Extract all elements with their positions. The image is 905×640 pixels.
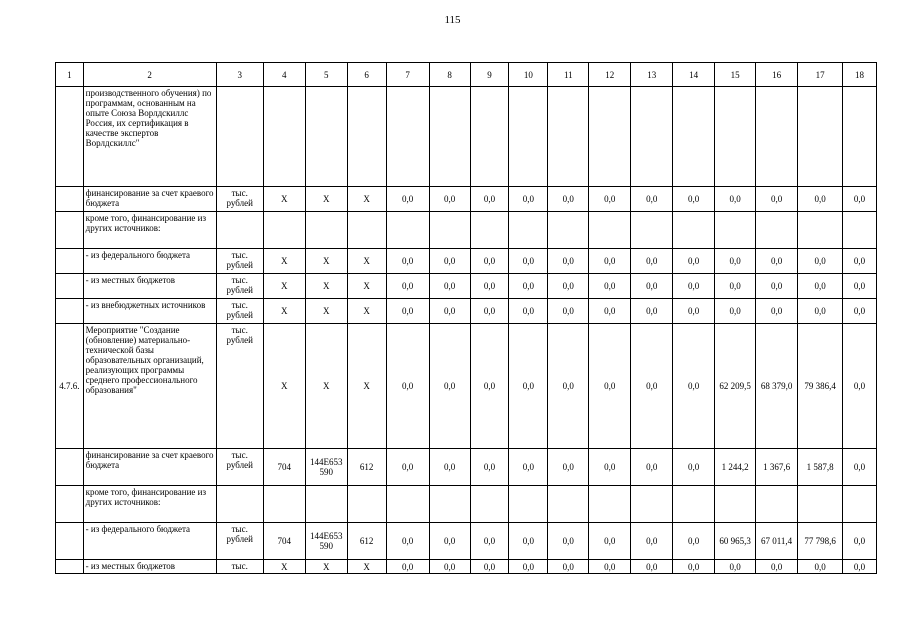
column-number: 11 <box>548 63 589 87</box>
value-cell: 67 011,4 <box>756 523 798 560</box>
value-cell <box>589 212 631 249</box>
value-cell: 0,0 <box>843 249 877 274</box>
table-row <box>56 486 877 523</box>
column-number: 2 <box>83 63 216 87</box>
value-cell: 0,0 <box>756 187 798 212</box>
value-cell <box>429 212 470 249</box>
value-cell: 60 965,3 <box>715 523 756 560</box>
value-cell: 0,0 <box>386 274 429 299</box>
value-cell <box>263 87 305 187</box>
column-number: 15 <box>715 63 756 87</box>
value-cell: 0,0 <box>509 299 548 324</box>
value-cell: 0,0 <box>756 299 798 324</box>
table-row <box>56 299 877 324</box>
value-cell: 0,0 <box>631 299 673 324</box>
value-cell: 704 <box>263 523 305 560</box>
budget-table <box>55 62 877 574</box>
value-cell: 0,0 <box>548 449 589 486</box>
value-cell: 0,0 <box>673 274 715 299</box>
value-cell: 0,0 <box>631 249 673 274</box>
table-row <box>56 187 877 212</box>
description-cell: финансирование за счет краевого бюджета <box>83 187 216 212</box>
description-cell: кроме того, финансирование из других источников: <box>83 486 216 523</box>
value-cell: Х <box>263 299 305 324</box>
description-cell: кроме того, финансирование из других источников: <box>83 212 216 249</box>
item-number-cell <box>56 486 84 523</box>
table-row <box>56 87 877 187</box>
value-cell: Х <box>263 274 305 299</box>
value-cell: 0,0 <box>673 299 715 324</box>
column-number: 16 <box>756 63 798 87</box>
value-cell: Х <box>305 324 347 449</box>
value-cell <box>305 212 347 249</box>
column-number: 14 <box>673 63 715 87</box>
value-cell: 0,0 <box>715 249 756 274</box>
value-cell: 0,0 <box>673 187 715 212</box>
table-row <box>56 523 877 560</box>
description-cell: Мероприятие "Создание (обновление) материально-технической базы образовательных организаций, реализующих программы среднего профессионального образования" <box>83 324 216 449</box>
value-cell: 68 379,0 <box>756 324 798 449</box>
description-cell: финансирование за счет краевого бюджета <box>83 449 216 486</box>
value-cell: 0,0 <box>798 249 843 274</box>
value-cell <box>509 212 548 249</box>
value-cell: 0,0 <box>589 187 631 212</box>
value-cell: 62 209,5 <box>715 324 756 449</box>
value-cell <box>347 87 386 187</box>
value-cell: 0,0 <box>429 449 470 486</box>
value-cell <box>715 87 756 187</box>
value-cell: 0,0 <box>589 324 631 449</box>
value-cell <box>631 87 673 187</box>
value-cell: 0,0 <box>673 449 715 486</box>
value-cell: 0,0 <box>509 324 548 449</box>
value-cell: 0,0 <box>429 523 470 560</box>
value-cell <box>347 212 386 249</box>
value-cell: 0,0 <box>715 274 756 299</box>
value-cell <box>756 212 798 249</box>
item-number-cell <box>56 523 84 560</box>
value-cell: 0,0 <box>631 187 673 212</box>
unit-cell: тыс. рублей <box>216 324 263 449</box>
column-number: 17 <box>798 63 843 87</box>
unit-cell: тыс. рублей <box>216 449 263 486</box>
value-cell: 0,0 <box>631 274 673 299</box>
value-cell <box>509 87 548 187</box>
value-cell: 0,0 <box>386 299 429 324</box>
value-cell: 0,0 <box>589 274 631 299</box>
value-cell: 0,0 <box>756 249 798 274</box>
column-number: 4 <box>263 63 305 87</box>
item-number-cell <box>56 87 84 187</box>
value-cell <box>470 212 509 249</box>
value-cell <box>548 87 589 187</box>
value-cell <box>263 486 305 523</box>
column-number: 18 <box>843 63 877 87</box>
value-cell: 0,0 <box>429 299 470 324</box>
value-cell: 0,0 <box>798 299 843 324</box>
value-cell: 144E653590 <box>305 523 347 560</box>
table-row <box>56 274 877 299</box>
value-cell: 0,0 <box>589 523 631 560</box>
value-cell <box>470 486 509 523</box>
value-cell: 0,0 <box>470 299 509 324</box>
value-cell <box>843 87 877 187</box>
value-cell: Х <box>347 187 386 212</box>
value-cell: Х <box>305 299 347 324</box>
description-cell: - из внебюджетных источников <box>83 299 216 324</box>
value-cell: 0,0 <box>509 274 548 299</box>
table-row <box>56 560 877 574</box>
value-cell: 0,0 <box>715 560 756 574</box>
value-cell: Х <box>305 187 347 212</box>
value-cell <box>756 486 798 523</box>
description-cell: - из местных бюджетов <box>83 560 216 574</box>
value-cell <box>548 212 589 249</box>
unit-cell <box>216 486 263 523</box>
value-cell <box>429 87 470 187</box>
value-cell: 612 <box>347 449 386 486</box>
value-cell: Х <box>263 187 305 212</box>
value-cell: Х <box>263 560 305 574</box>
value-cell: 0,0 <box>673 324 715 449</box>
value-cell: 0,0 <box>509 249 548 274</box>
value-cell <box>470 87 509 187</box>
value-cell: 1 367,6 <box>756 449 798 486</box>
value-cell: 144E653590 <box>305 449 347 486</box>
unit-cell: тыс. рублей <box>216 523 263 560</box>
value-cell: 0,0 <box>843 523 877 560</box>
value-cell: 0,0 <box>470 249 509 274</box>
value-cell <box>386 87 429 187</box>
column-number: 3 <box>216 63 263 87</box>
unit-cell: тыс. <box>216 560 263 574</box>
value-cell <box>509 486 548 523</box>
value-cell: 0,0 <box>386 523 429 560</box>
value-cell: 0,0 <box>798 560 843 574</box>
value-cell: 0,0 <box>631 324 673 449</box>
description-cell: - из федерального бюджета <box>83 249 216 274</box>
value-cell: 0,0 <box>470 523 509 560</box>
value-cell <box>673 87 715 187</box>
value-cell: 612 <box>347 523 386 560</box>
value-cell: 0,0 <box>673 523 715 560</box>
column-number: 1 <box>56 63 84 87</box>
value-cell <box>631 486 673 523</box>
value-cell: 0,0 <box>470 274 509 299</box>
value-cell: 704 <box>263 449 305 486</box>
column-number: 6 <box>347 63 386 87</box>
description-cell: - из местных бюджетов <box>83 274 216 299</box>
page-number: 115 <box>444 14 461 26</box>
item-number-cell <box>56 449 84 486</box>
unit-cell: тыс. рублей <box>216 274 263 299</box>
item-number-cell <box>56 274 84 299</box>
column-number: 10 <box>509 63 548 87</box>
value-cell <box>673 212 715 249</box>
value-cell: 0,0 <box>548 249 589 274</box>
value-cell <box>715 212 756 249</box>
value-cell <box>843 486 877 523</box>
value-cell: Х <box>305 249 347 274</box>
value-cell: 0,0 <box>429 274 470 299</box>
value-cell: 0,0 <box>843 187 877 212</box>
value-cell: 0,0 <box>548 299 589 324</box>
value-cell: 0,0 <box>631 449 673 486</box>
value-cell <box>305 87 347 187</box>
value-cell: 0,0 <box>589 560 631 574</box>
value-cell: 1 244,2 <box>715 449 756 486</box>
value-cell: 0,0 <box>843 560 877 574</box>
value-cell <box>305 486 347 523</box>
value-cell <box>798 87 843 187</box>
value-cell: Х <box>347 249 386 274</box>
value-cell: 0,0 <box>429 324 470 449</box>
table-row <box>56 249 877 274</box>
table-row <box>56 324 877 449</box>
value-cell: 0,0 <box>631 523 673 560</box>
value-cell: Х <box>347 274 386 299</box>
value-cell: 0,0 <box>589 299 631 324</box>
value-cell: 0,0 <box>470 560 509 574</box>
column-number: 12 <box>589 63 631 87</box>
value-cell: 0,0 <box>386 324 429 449</box>
column-number: 9 <box>470 63 509 87</box>
value-cell <box>429 486 470 523</box>
value-cell: 0,0 <box>548 523 589 560</box>
value-cell: 0,0 <box>509 523 548 560</box>
description-cell: производственного обучения) по программам, основанным на опыте Союза Ворлдскиллс Россия, их сертификация в качестве экспертов Ворлдскиллс" <box>83 87 216 187</box>
value-cell: 0,0 <box>548 560 589 574</box>
value-cell: Х <box>263 324 305 449</box>
value-cell: 0,0 <box>509 449 548 486</box>
value-cell: 0,0 <box>715 187 756 212</box>
value-cell: 0,0 <box>386 187 429 212</box>
unit-cell <box>216 87 263 187</box>
value-cell: 0,0 <box>509 187 548 212</box>
value-cell: 0,0 <box>470 324 509 449</box>
unit-cell: тыс. рублей <box>216 299 263 324</box>
value-cell <box>386 486 429 523</box>
value-cell <box>589 87 631 187</box>
value-cell: 0,0 <box>429 187 470 212</box>
value-cell: 0,0 <box>548 274 589 299</box>
column-number-row <box>56 63 877 87</box>
value-cell: 1 587,8 <box>798 449 843 486</box>
value-cell: Х <box>347 299 386 324</box>
value-cell: 0,0 <box>386 249 429 274</box>
unit-cell <box>216 212 263 249</box>
value-cell: 0,0 <box>673 560 715 574</box>
value-cell: Х <box>305 560 347 574</box>
value-cell: 0,0 <box>673 249 715 274</box>
value-cell: 0,0 <box>798 274 843 299</box>
value-cell: 0,0 <box>386 560 429 574</box>
value-cell: Х <box>347 324 386 449</box>
column-number: 7 <box>386 63 429 87</box>
value-cell: 77 798,6 <box>798 523 843 560</box>
item-number-cell <box>56 560 84 574</box>
item-number-cell <box>56 212 84 249</box>
value-cell: 0,0 <box>429 249 470 274</box>
value-cell: 0,0 <box>843 324 877 449</box>
value-cell: 0,0 <box>548 324 589 449</box>
table-row <box>56 449 877 486</box>
value-cell: 0,0 <box>843 449 877 486</box>
value-cell: 0,0 <box>470 187 509 212</box>
value-cell: 0,0 <box>589 249 631 274</box>
unit-cell: тыс. рублей <box>216 187 263 212</box>
value-cell: 0,0 <box>756 560 798 574</box>
value-cell: Х <box>263 249 305 274</box>
value-cell <box>347 486 386 523</box>
value-cell: Х <box>347 560 386 574</box>
value-cell <box>798 486 843 523</box>
value-cell <box>843 212 877 249</box>
value-cell: 0,0 <box>429 560 470 574</box>
value-cell <box>589 486 631 523</box>
value-cell: 0,0 <box>715 299 756 324</box>
value-cell <box>673 486 715 523</box>
value-cell: 79 386,4 <box>798 324 843 449</box>
value-cell: 0,0 <box>386 449 429 486</box>
value-cell: 0,0 <box>843 274 877 299</box>
value-cell: 0,0 <box>470 449 509 486</box>
value-cell <box>263 212 305 249</box>
value-cell: 0,0 <box>509 560 548 574</box>
column-number: 8 <box>429 63 470 87</box>
description-cell: - из федерального бюджета <box>83 523 216 560</box>
column-number: 13 <box>631 63 673 87</box>
value-cell <box>631 212 673 249</box>
item-number-cell <box>56 187 84 212</box>
value-cell <box>798 212 843 249</box>
table-row <box>56 212 877 249</box>
column-number: 5 <box>305 63 347 87</box>
value-cell: 0,0 <box>798 187 843 212</box>
item-number-cell <box>56 299 84 324</box>
value-cell <box>756 87 798 187</box>
value-cell: 0,0 <box>631 560 673 574</box>
value-cell: 0,0 <box>548 187 589 212</box>
value-cell <box>548 486 589 523</box>
value-cell: Х <box>305 274 347 299</box>
value-cell <box>386 212 429 249</box>
item-number-cell <box>56 249 84 274</box>
item-number-cell: 4.7.6. <box>56 324 84 449</box>
value-cell: 0,0 <box>589 449 631 486</box>
value-cell: 0,0 <box>756 274 798 299</box>
unit-cell: тыс. рублей <box>216 249 263 274</box>
value-cell <box>715 486 756 523</box>
value-cell: 0,0 <box>843 299 877 324</box>
